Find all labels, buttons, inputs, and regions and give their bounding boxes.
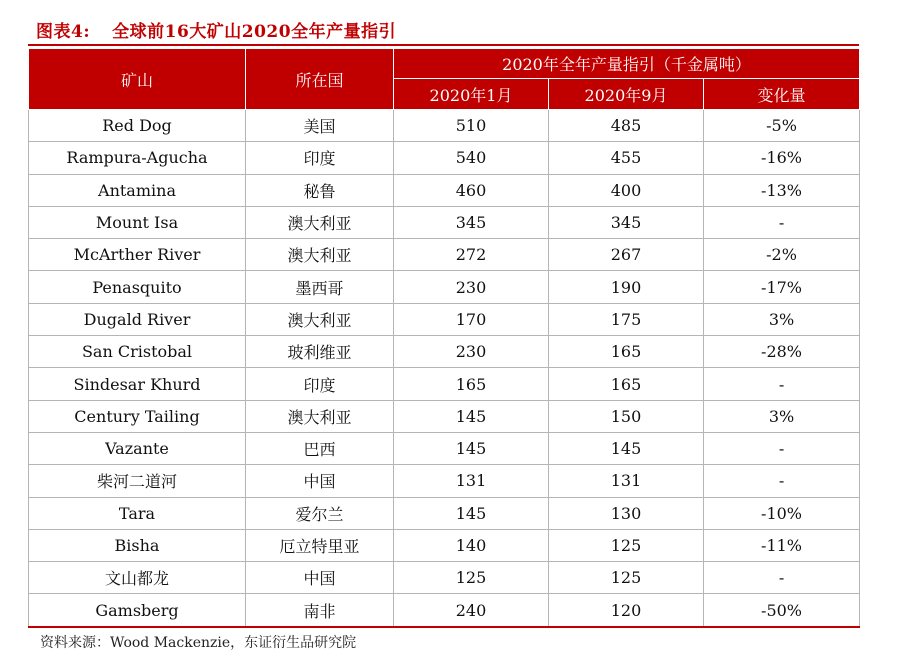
cell-country: 澳大利亚: [246, 239, 394, 271]
cell-jan: 165: [394, 368, 549, 400]
cell-sep: 345: [549, 206, 704, 238]
cell-country: 中国: [246, 465, 394, 497]
cell-change: -2%: [704, 239, 860, 271]
cell-country: 墨西哥: [246, 271, 394, 303]
cell-mine: Mount Isa: [29, 206, 246, 238]
figure-title-text: 全球前16大矿山2020全年产量指引: [112, 22, 397, 42]
table-row: [29, 432, 860, 464]
cell-country: 中国: [246, 562, 394, 594]
cell-mine: Antamina: [29, 174, 246, 206]
cell-change: -28%: [704, 336, 860, 368]
table-row: [29, 497, 860, 529]
cell-jan: 145: [394, 497, 549, 529]
cell-change: -: [704, 368, 860, 400]
cell-sep: 455: [549, 142, 704, 174]
table-row: [29, 562, 860, 594]
cell-jan: 131: [394, 465, 549, 497]
cell-jan: 230: [394, 336, 549, 368]
cell-jan: 230: [394, 271, 549, 303]
cell-sep: 190: [549, 271, 704, 303]
cell-change: -16%: [704, 142, 860, 174]
cell-mine: Red Dog: [29, 110, 246, 142]
cell-mine: 文山都龙: [29, 562, 246, 594]
header-jan: 2020年1月: [394, 79, 549, 110]
cell-mine: Vazante: [29, 432, 246, 464]
production-table: [28, 48, 860, 628]
cell-country: 印度: [246, 142, 394, 174]
cell-jan: 145: [394, 400, 549, 432]
cell-change: 3%: [704, 303, 860, 335]
header-country: 所在国: [246, 49, 394, 110]
table-row: [29, 594, 860, 627]
header-mine: 矿山: [29, 49, 246, 110]
cell-mine: Sindesar Khurd: [29, 368, 246, 400]
cell-change: -5%: [704, 110, 860, 142]
cell-country: 澳大利亚: [246, 206, 394, 238]
cell-change: -: [704, 465, 860, 497]
table-row: [29, 239, 860, 271]
cell-sep: 485: [549, 110, 704, 142]
cell-change: -: [704, 206, 860, 238]
table-row: [29, 336, 860, 368]
table-header: [29, 49, 860, 110]
cell-country: 印度: [246, 368, 394, 400]
cell-mine: Gamsberg: [29, 594, 246, 627]
cell-sep: 165: [549, 336, 704, 368]
cell-mine: Rampura-Agucha: [29, 142, 246, 174]
cell-country: 南非: [246, 594, 394, 627]
cell-sep: 131: [549, 465, 704, 497]
cell-jan: 272: [394, 239, 549, 271]
cell-jan: 460: [394, 174, 549, 206]
cell-country: 厄立特里亚: [246, 529, 394, 561]
cell-sep: 150: [549, 400, 704, 432]
table-row: [29, 206, 860, 238]
cell-sep: 125: [549, 529, 704, 561]
cell-jan: 140: [394, 529, 549, 561]
cell-country: 秘鲁: [246, 174, 394, 206]
figure-label: 图表4:: [36, 22, 91, 42]
cell-mine: Tara: [29, 497, 246, 529]
cell-country: 澳大利亚: [246, 400, 394, 432]
cell-country: 美国: [246, 110, 394, 142]
cell-change: -17%: [704, 271, 860, 303]
cell-sep: 165: [549, 368, 704, 400]
source-note: 资料来源：Wood Mackenzie，东证衍生品研究院: [40, 635, 357, 651]
table-row: [29, 271, 860, 303]
table-row: [29, 400, 860, 432]
cell-mine: McArther River: [29, 239, 246, 271]
cell-country: 澳大利亚: [246, 303, 394, 335]
cell-jan: 170: [394, 303, 549, 335]
cell-jan: 125: [394, 562, 549, 594]
table-row: [29, 303, 860, 335]
table-body: [29, 110, 860, 627]
cell-sep: 130: [549, 497, 704, 529]
cell-sep: 267: [549, 239, 704, 271]
cell-mine: San Cristobal: [29, 336, 246, 368]
cell-change: 3%: [704, 400, 860, 432]
cell-country: 玻利维亚: [246, 336, 394, 368]
cell-country: 巴西: [246, 432, 394, 464]
cell-jan: 540: [394, 142, 549, 174]
header-group: 2020年全年产量指引（千金属吨）: [394, 49, 860, 79]
table-row: [29, 142, 860, 174]
cell-mine: 柴河二道河: [29, 465, 246, 497]
cell-change: -: [704, 562, 860, 594]
cell-change: -: [704, 432, 860, 464]
cell-sep: 120: [549, 594, 704, 627]
cell-country: 爱尔兰: [246, 497, 394, 529]
cell-jan: 240: [394, 594, 549, 627]
cell-sep: 175: [549, 303, 704, 335]
table-row: [29, 529, 860, 561]
table-row: [29, 368, 860, 400]
cell-jan: 145: [394, 432, 549, 464]
cell-mine: Century Tailing: [29, 400, 246, 432]
cell-mine: Penasquito: [29, 271, 246, 303]
cell-sep: 400: [549, 174, 704, 206]
title-rule: [28, 44, 859, 46]
cell-jan: 345: [394, 206, 549, 238]
table-row: [29, 110, 860, 142]
header-change: 变化量: [704, 79, 860, 110]
cell-mine: Dugald River: [29, 303, 246, 335]
cell-sep: 145: [549, 432, 704, 464]
cell-change: -11%: [704, 529, 860, 561]
cell-jan: 510: [394, 110, 549, 142]
table-row: [29, 174, 860, 206]
table-row: [29, 465, 860, 497]
cell-mine: Bisha: [29, 529, 246, 561]
cell-sep: 125: [549, 562, 704, 594]
cell-change: -13%: [704, 174, 860, 206]
figure-title: [36, 17, 396, 42]
header-sep: 2020年9月: [549, 79, 704, 110]
cell-change: -50%: [704, 594, 860, 627]
cell-change: -10%: [704, 497, 860, 529]
